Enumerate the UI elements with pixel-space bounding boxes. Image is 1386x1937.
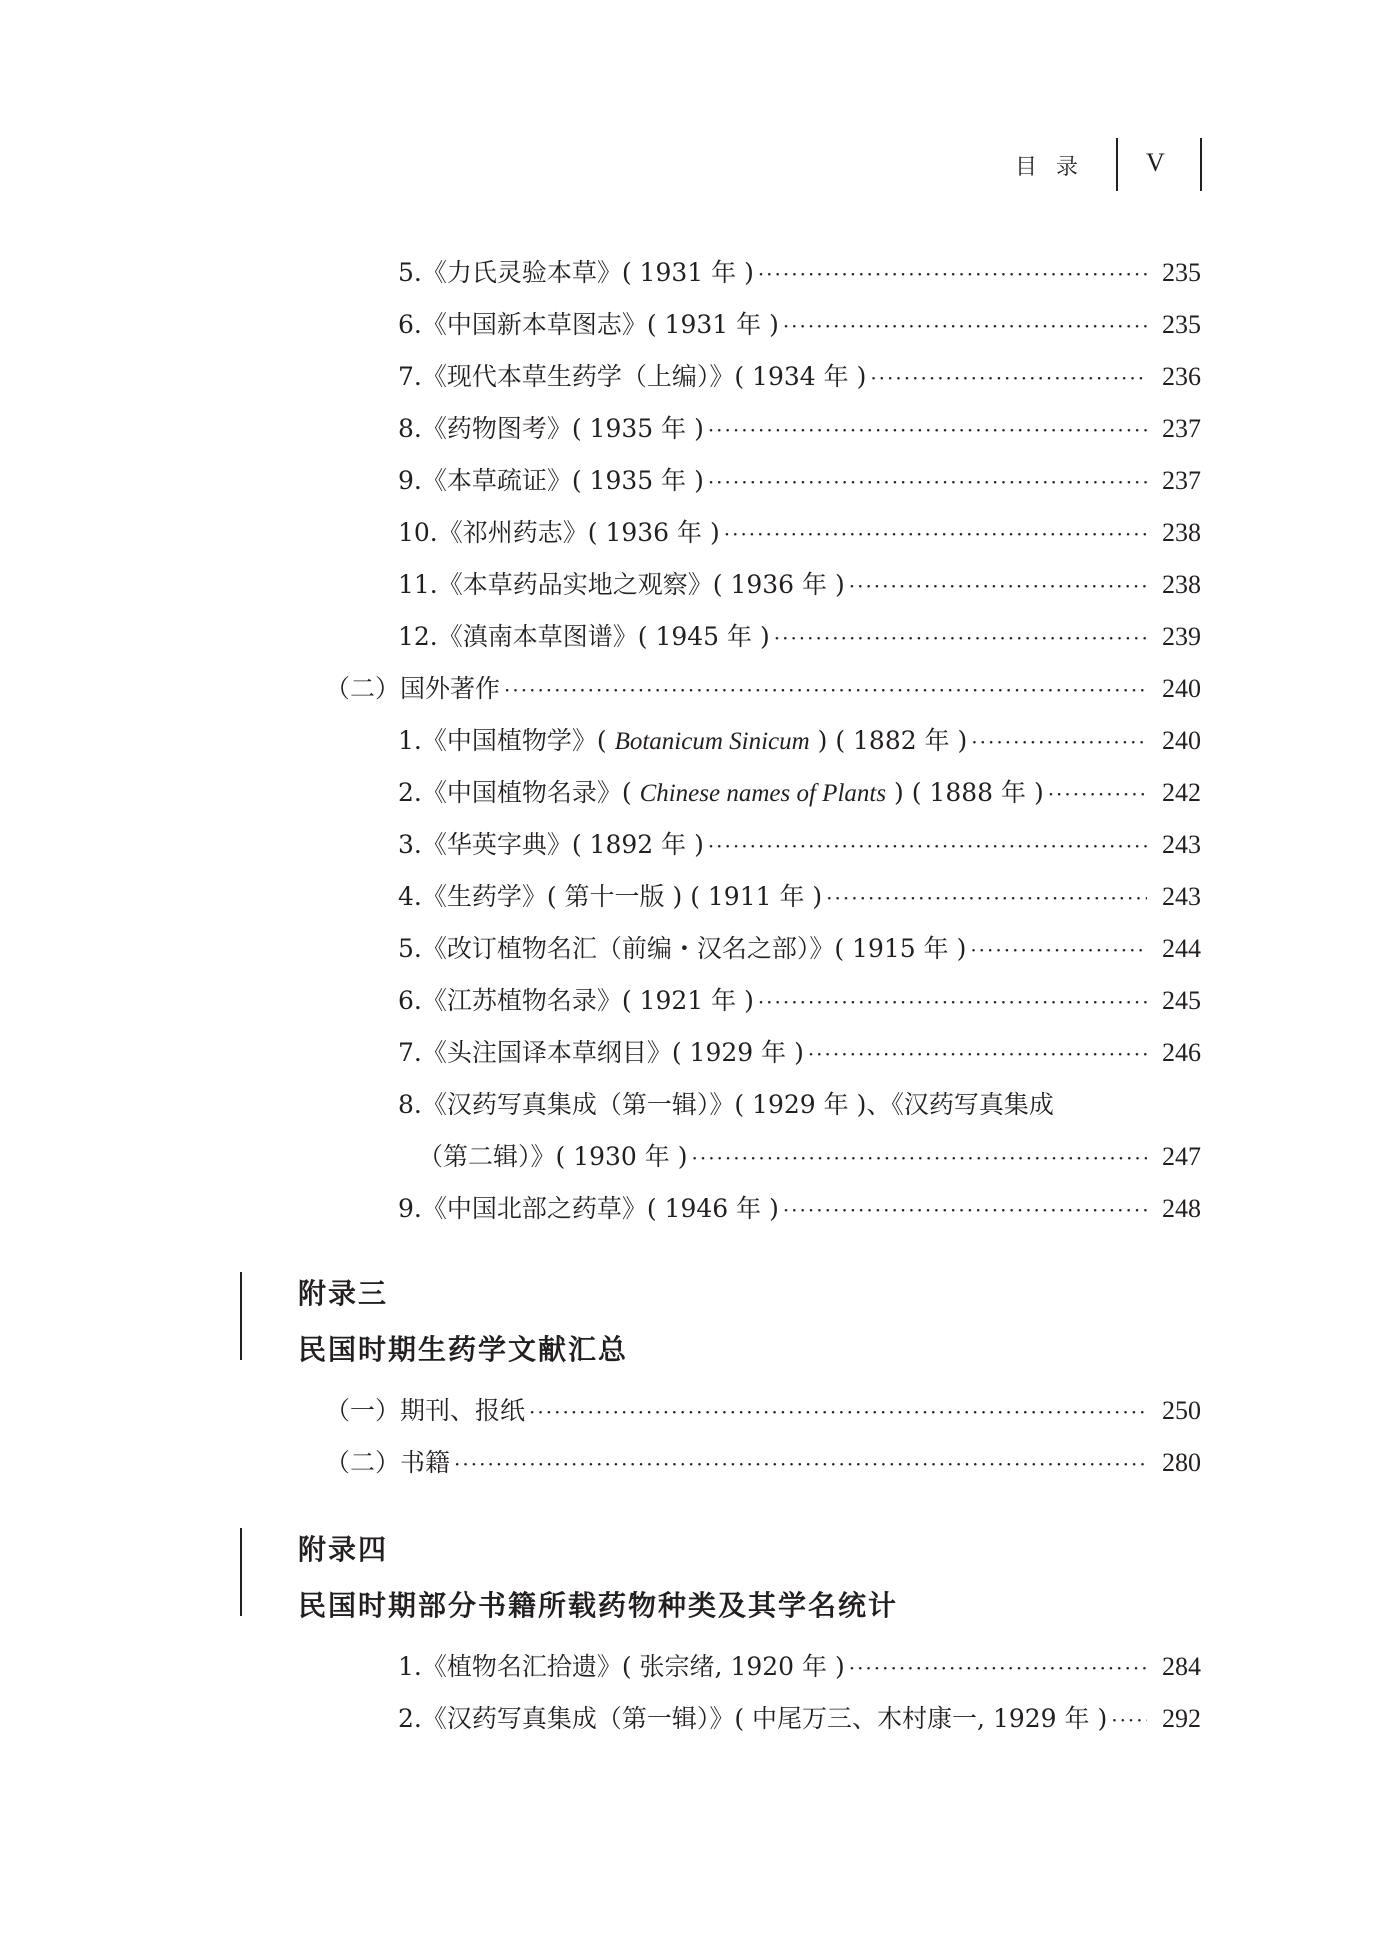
- toc-entry[interactable]: [398, 515, 1201, 551]
- dot-leader: [1048, 776, 1147, 812]
- toc-entry[interactable]: [398, 827, 1201, 863]
- toc-entry-page: 248: [1162, 1194, 1201, 1223]
- toc-entry[interactable]: [398, 931, 1201, 967]
- toc-entry-title: 7.《头注国译本草纲目》( 1929 年 ): [398, 1038, 804, 1067]
- toc-entry-title: 4.《生药学》( 第十一版 ) ( 1911 年 ): [398, 882, 823, 911]
- dot-leader: [783, 308, 1147, 344]
- appendix-three-label: 附录三: [298, 1277, 389, 1310]
- toc-entry-multiline-first[interactable]: 8.《汉药写真集成（第一辑）》( 1929 年 )、《汉药写真集成: [398, 1090, 1054, 1119]
- toc-entry[interactable]: [398, 463, 1201, 499]
- dot-leader: [826, 880, 1147, 916]
- toc-entry-page: 238: [1162, 518, 1201, 547]
- toc-entry-page: 243: [1162, 830, 1201, 859]
- toc-entry-title: 11.《本草药品实地之观察》( 1936 年 ): [398, 570, 845, 599]
- toc-entry-page: 245: [1162, 986, 1201, 1015]
- toc-entry-title: 2.《中国植物名录》( Chinese names of Plants ) ( 1888 年 ): [398, 778, 1044, 807]
- toc-entry[interactable]: [398, 775, 1201, 811]
- toc-entry[interactable]: [398, 1035, 1201, 1071]
- running-header-page-number: V: [1146, 148, 1165, 177]
- dot-leader: [783, 1192, 1147, 1228]
- toc-entry-title: 7.《现代本草生药学（上编）》( 1934 年 ): [398, 362, 867, 391]
- toc-entry-page: 284: [1162, 1652, 1201, 1681]
- toc-entry-title: 5.《力氏灵验本草》( 1931 年 ): [398, 258, 754, 287]
- dot-leader: [808, 1036, 1147, 1072]
- dot-leader: [758, 256, 1147, 292]
- toc-entry-title: 6.《江苏植物名录》( 1921 年 ): [398, 986, 754, 1015]
- toc-entry[interactable]: [325, 1445, 1201, 1481]
- toc-entry[interactable]: [398, 619, 1201, 655]
- toc-entry[interactable]: [398, 1191, 1201, 1227]
- toc-entry[interactable]: [398, 1701, 1201, 1737]
- toc-entry-title: 3.《华英字典》( 1892 年 ): [398, 830, 704, 859]
- appendix-marker-bar: [240, 1528, 242, 1616]
- toc-entry-title: 8.《药物图考》( 1935 年 ): [398, 414, 704, 443]
- toc-entry[interactable]: [398, 1649, 1201, 1685]
- dot-leader: [970, 932, 1147, 968]
- header-divider-right: [1200, 138, 1202, 191]
- dot-leader: [971, 724, 1147, 760]
- dot-leader: [708, 464, 1147, 500]
- toc-entry-page: 280: [1162, 1448, 1201, 1477]
- dot-leader: [504, 672, 1147, 708]
- toc-section-foreign-works[interactable]: [325, 671, 1201, 707]
- toc-entry-page: 247: [1162, 1142, 1201, 1171]
- dot-leader: [870, 360, 1147, 396]
- appendix-four-label: 附录四: [298, 1533, 389, 1566]
- appendix-four-title: 民国时期部分书籍所载药物种类及其学名统计: [298, 1589, 899, 1622]
- toc-entry-title: （第二辑）》( 1930 年 ): [418, 1142, 688, 1171]
- dot-leader: [774, 620, 1147, 656]
- toc-entry-page: 292: [1162, 1704, 1201, 1733]
- dot-leader: [708, 828, 1147, 864]
- toc-entry[interactable]: [325, 1393, 1201, 1429]
- dot-leader: [708, 412, 1147, 448]
- toc-entry-page: 250: [1162, 1396, 1201, 1425]
- toc-entry-page: 246: [1162, 1038, 1201, 1067]
- toc-entry-title: （二）书籍: [325, 1448, 451, 1477]
- toc-entry-title: 9.《本草疏证》( 1935 年 ): [398, 466, 704, 495]
- dot-leader: [691, 1140, 1147, 1176]
- toc-entry-page: 239: [1162, 622, 1201, 651]
- appendix-three-title: 民国时期生药学文献汇总: [298, 1333, 629, 1366]
- toc-entry[interactable]: [418, 1139, 1201, 1175]
- toc-entry-page: 235: [1162, 258, 1201, 287]
- toc-entry-page: 240: [1162, 726, 1201, 755]
- dot-leader: [724, 516, 1147, 552]
- toc-entry-title: 1.《中国植物学》( Botanicum Sinicum ) ( 1882 年 ): [398, 726, 968, 755]
- toc-entry-page: 237: [1162, 466, 1201, 495]
- toc-entry-title: 9.《中国北部之药草》( 1946 年 ): [398, 1194, 779, 1223]
- toc-entry[interactable]: [398, 879, 1201, 915]
- toc-entry-page: 242: [1162, 778, 1201, 807]
- toc-entry-page: 238: [1162, 570, 1201, 599]
- dot-leader: [849, 568, 1147, 604]
- dot-leader: [454, 1446, 1147, 1482]
- toc-entry[interactable]: [398, 307, 1201, 343]
- toc-entry[interactable]: [398, 411, 1201, 447]
- dot-leader: [529, 1394, 1147, 1430]
- toc-entry-title: 12.《滇南本草图谱》( 1945 年 ): [398, 622, 770, 651]
- toc-entry-title: 6.《中国新本草图志》( 1931 年 ): [398, 310, 779, 339]
- toc-entry[interactable]: [398, 255, 1201, 291]
- dot-leader: [849, 1650, 1147, 1686]
- toc-entry-title: 10.《祁州药志》( 1936 年 ): [398, 518, 720, 547]
- toc-entry-page: 235: [1162, 310, 1201, 339]
- appendix-marker-bar: [240, 1272, 242, 1360]
- toc-entry-page: 237: [1162, 414, 1201, 443]
- dot-leader: [758, 984, 1147, 1020]
- toc-entry[interactable]: [398, 567, 1201, 603]
- toc-entry-page: 236: [1162, 362, 1201, 391]
- toc-entry-title: 2.《汉药写真集成（第一辑）》( 中尾万三、木村康一, 1929 年 ): [398, 1704, 1108, 1733]
- toc-entry-title: 5.《改订植物名汇（前编・汉名之部）》( 1915 年 ): [398, 934, 967, 963]
- header-divider: [1116, 138, 1118, 191]
- toc-section-page: 240: [1162, 674, 1201, 703]
- toc-entry-page: 244: [1162, 934, 1201, 963]
- toc-entry-page: 243: [1162, 882, 1201, 911]
- toc-entry[interactable]: [398, 359, 1201, 395]
- toc-section-title: （二）国外著作: [325, 674, 501, 703]
- toc-entry[interactable]: [398, 723, 1201, 759]
- toc-entry[interactable]: [398, 983, 1201, 1019]
- toc-entry-title: （一）期刊、报纸: [325, 1396, 526, 1425]
- toc-entry-title: 1.《植物名汇拾遗》( 张宗绪, 1920 年 ): [398, 1652, 845, 1681]
- running-header-title: 目 录: [1015, 155, 1084, 180]
- dot-leader: [1111, 1702, 1147, 1738]
